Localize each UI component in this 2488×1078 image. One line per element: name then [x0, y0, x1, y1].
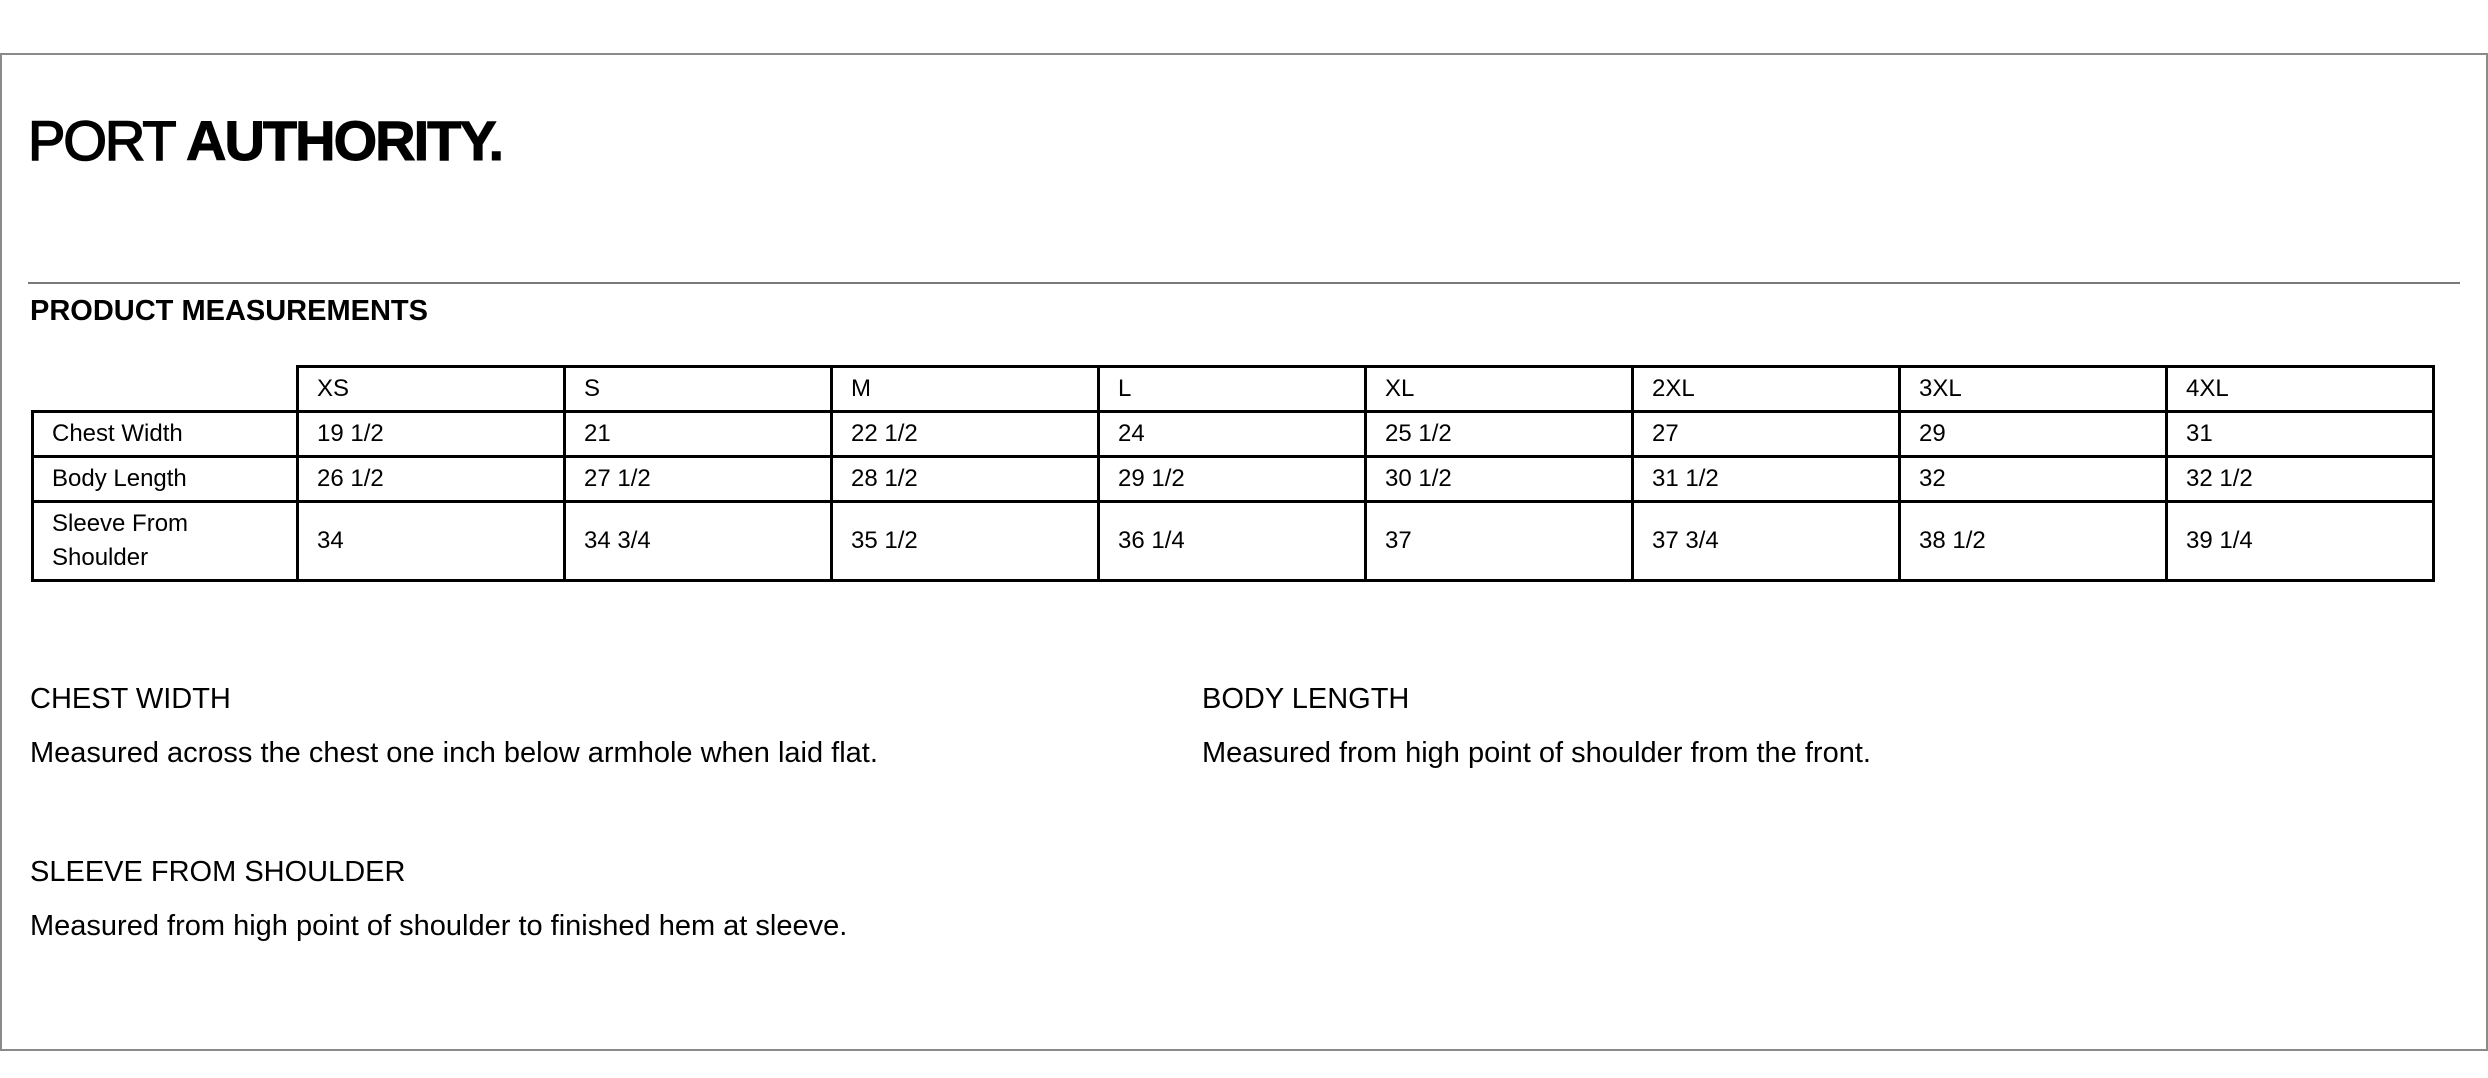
measurement-cell: 27	[1633, 412, 1900, 457]
size-header: XL	[1366, 367, 1633, 412]
body-length-title: BODY LENGTH	[1202, 683, 1410, 715]
sleeve-from-shoulder-title: SLEEVE FROM SHOULDER	[30, 856, 406, 888]
logo-word-port: PORT	[28, 109, 175, 172]
size-header: S	[565, 367, 832, 412]
size-header: L	[1099, 367, 1366, 412]
measurement-cell: 30 1/2	[1366, 457, 1633, 502]
row-label: Chest Width	[33, 412, 298, 457]
row-label	[33, 502, 298, 581]
table-row-body-length	[33, 457, 2434, 502]
measurement-cell: 32	[1900, 457, 2167, 502]
table-row-sleeve-from-shoulder	[33, 502, 2434, 581]
measurement-cell: 37 3/4	[1633, 502, 1900, 581]
body-length-description: Measured from high point of shoulder from the front.	[1202, 737, 1871, 769]
measurement-cell: 27 1/2	[565, 457, 832, 502]
measurement-cell: 39 1/4	[2167, 502, 2434, 581]
brand-logo	[28, 109, 503, 172]
chest-width-title: CHEST WIDTH	[30, 683, 231, 715]
size-header: M	[832, 367, 1099, 412]
measurement-cell: 38 1/2	[1900, 502, 2167, 581]
measurement-cell: 36 1/4	[1099, 502, 1366, 581]
measurement-cell: 19 1/2	[298, 412, 565, 457]
measurement-cell: 29	[1900, 412, 2167, 457]
measurement-cell: 24	[1099, 412, 1366, 457]
row-label-line: Shoulder	[52, 544, 149, 571]
logo-word-authority: AUTHORITY.	[186, 109, 503, 172]
measurement-cell: 31	[2167, 412, 2434, 457]
sleeve-from-shoulder-description: Measured from high point of shoulder to finished hem at sleeve.	[30, 910, 848, 942]
measurement-cell: 22 1/2	[832, 412, 1099, 457]
measurements-table	[31, 365, 2435, 582]
chest-width-description: Measured across the chest one inch below armhole when laid flat.	[30, 737, 878, 769]
size-header: 2XL	[1633, 367, 1900, 412]
size-header-row	[33, 367, 2434, 412]
measurement-cell: 37	[1366, 502, 1633, 581]
size-header: XS	[298, 367, 565, 412]
measurement-cell: 32 1/2	[2167, 457, 2434, 502]
size-header: 4XL	[2167, 367, 2434, 412]
header-divider	[28, 282, 2460, 284]
measurement-cell: 21	[565, 412, 832, 457]
table-row-chest-width	[33, 412, 2434, 457]
measurement-cell: 26 1/2	[298, 457, 565, 502]
measurement-cell: 28 1/2	[832, 457, 1099, 502]
row-label-line: Sleeve From	[52, 510, 189, 537]
size-header: 3XL	[1900, 367, 2167, 412]
row-label: Body Length	[33, 457, 298, 502]
table-corner-cell	[33, 367, 298, 412]
measurement-cell: 25 1/2	[1366, 412, 1633, 457]
measurement-cell: 34	[298, 502, 565, 581]
measurement-cell: 34 3/4	[565, 502, 832, 581]
measurement-cell: 35 1/2	[832, 502, 1099, 581]
section-title: PRODUCT MEASUREMENTS	[30, 295, 428, 327]
measurement-cell: 31 1/2	[1633, 457, 1900, 502]
measurement-cell: 29 1/2	[1099, 457, 1366, 502]
